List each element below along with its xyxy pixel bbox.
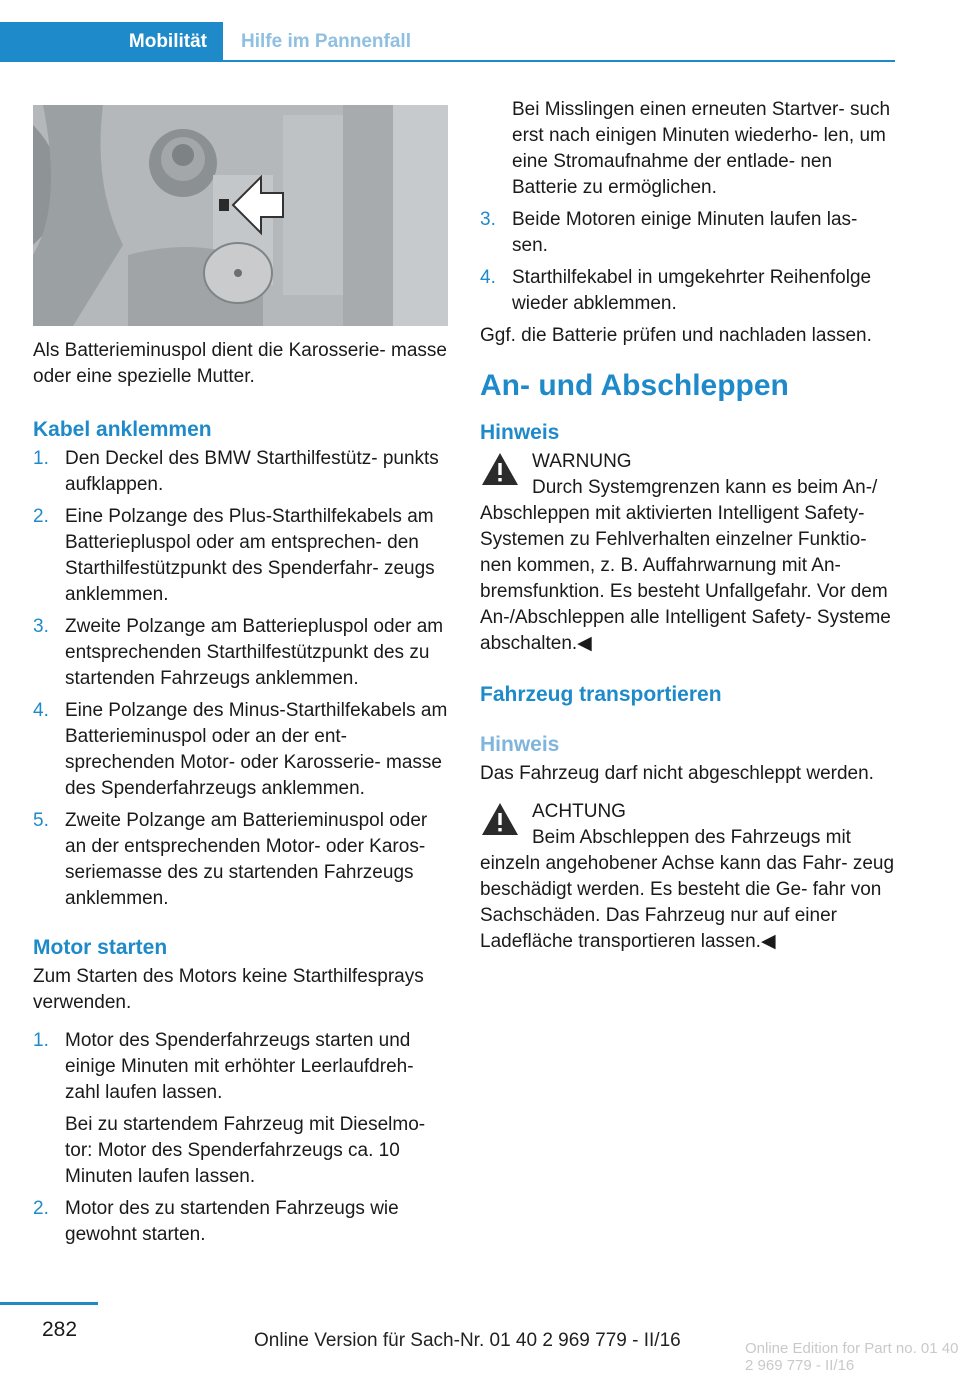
fahrzeug-transportieren-title: Fahrzeug transportieren (480, 683, 722, 706)
intro-text: Als Batterieminuspol dient die Karosserie- masse oder eine spezielle Mutter. (33, 340, 447, 387)
footer-version-text: Online Version für Sach-Nr. 01 40 2 969 779 - II/16 (254, 1330, 681, 1351)
list-text: Starthilfekabel in umgekehrter Reihenfolge wieder abklemmen. (512, 267, 872, 314)
motor-starten-list (33, 1028, 448, 1248)
watermark-text: Online Edition for Part no. 01 40 2 969 779 - II/16 (745, 1340, 959, 1374)
engine-bay-illustration (33, 105, 448, 326)
list-text: Motor des zu startenden Fahrzeugs wie gewohnt starten. (65, 1198, 399, 1245)
list-number: 4. (480, 267, 496, 288)
page-number: 282 (42, 1318, 78, 1341)
list-number: 2. (33, 1198, 49, 1219)
list-text: Eine Polzange des Plus-Starthilfekabels am Batteriepluspol oder am entsprechen- den Starthilfestützpunkt des Spenderfahr- zeugs anklemmen. (65, 506, 435, 605)
list-number: 3. (480, 209, 496, 230)
kabel-anklemmen-list (33, 446, 448, 912)
list-number: 2. (33, 506, 49, 527)
list-text: Motor des Spenderfahrzeugs starten und einige Minuten mit erhöhter Leerlaufdreh- zahl laufen lassen. (65, 1030, 414, 1103)
list-item (33, 446, 448, 498)
hinweis-title: Hinweis (480, 421, 560, 444)
engine-bay-figure (33, 105, 448, 326)
list-item (33, 1196, 448, 1248)
list-item (480, 207, 895, 259)
after-text: Ggf. die Batterie prüfen und nachladen lassen. (480, 325, 872, 346)
warning-label: WARNUNG (532, 451, 632, 472)
list-text: Eine Polzange des Minus-Starthilfekabels am Batterieminuspol oder an der ent- sprechenden Motor- oder Karosserie- masse des Spenderfahrzeugs anklemmen. (65, 700, 448, 799)
caution-triangle-icon (480, 801, 520, 837)
list-item (33, 614, 448, 692)
tab-mobilitaet-label: Mobilität (128, 31, 207, 52)
list-item (33, 808, 448, 912)
hinweis2-text: Das Fahrzeug darf nicht abgeschleppt werden. (480, 763, 874, 784)
left-column (33, 105, 448, 1254)
list-number: 3. (33, 616, 49, 637)
list-item (480, 265, 895, 317)
list-number: 5. (33, 810, 49, 831)
motor-starten-list-cont (480, 207, 895, 317)
hinweis2-title: Hinweis (480, 733, 560, 756)
section-kabel-anklemmen-title: Kabel anklemmen (33, 418, 212, 441)
warning-triangle-icon (480, 451, 520, 487)
section-an-abschleppen-title: An- und Abschleppen (480, 369, 789, 402)
section-motor-starten-title: Motor starten (33, 936, 168, 959)
warning-box (480, 449, 895, 657)
right-column (480, 97, 895, 955)
tab-hilfe-im-pannenfall[interactable] (223, 22, 895, 62)
caution-label: ACHTUNG (532, 801, 626, 822)
caution-text: Beim Abschleppen des Fahrzeugs mit einzeln angehobener Achse kann das Fahr- zeug beschädigt werden. Es besteht die Ge- fahr von Sachschäden. Das Fahrzeug nur auf einer Ladefläche transportieren lassen.◀ (480, 827, 895, 952)
caution-box (480, 799, 895, 955)
footer-rule (0, 1302, 98, 1305)
list-text: Zweite Polzange am Batterieminuspol oder an der entsprechenden Motor- oder Karos- seriemasse des zu startenden Fahrzeugs anklemmen. (65, 810, 428, 909)
list-number: 1. (33, 448, 49, 469)
list-item (33, 698, 448, 802)
tab-hilfe-label: Hilfe im Pannenfall (241, 31, 411, 52)
tab-mobilitaet[interactable] (0, 22, 223, 62)
list-item (33, 504, 448, 608)
list-number: 1. (33, 1030, 49, 1051)
list-text: Zweite Polzange am Batteriepluspol oder am entsprechenden Starthilfestützpunkt des zu startenden Fahrzeugs anklemmen. (65, 616, 444, 689)
list-item (33, 1028, 448, 1190)
motor-starten-intro: Zum Starten des Motors keine Starthilfesprays verwenden. (33, 966, 424, 1013)
list-text: Den Deckel des BMW Starthilfestütz- punkts aufklappen. (65, 448, 439, 495)
list-subtext: Bei zu startendem Fahrzeug mit Dieselmo- tor: Motor des Spenderfahrzeugs ca. 10 Minuten laufen lassen. (65, 1114, 426, 1187)
continued-subtext: Bei Misslingen einen erneuten Startver- such erst nach einigen Minuten wiederho- len, um eine Stromaufnahme der entlade- nen Batterie zu ermöglichen. (512, 99, 891, 198)
list-number: 4. (33, 700, 49, 721)
tab-underline (223, 60, 895, 62)
list-text: Beide Motoren einige Minuten laufen las- sen. (512, 209, 858, 256)
warning-text: Durch Systemgrenzen kann es beim An-/ Abschleppen mit aktivierten Intelligent Safety- Systemen zu Fehlverhalten einzelner Funktio- nen kommen, z. B. Auffahrwarnung mit An- bremsfunktion. Es besteht Unfallgefahr. Vor dem An-/Abschleppen alle Intelligent Safety- Systeme abschalten.◀ (480, 477, 891, 654)
chapter-tabbar (0, 22, 895, 62)
